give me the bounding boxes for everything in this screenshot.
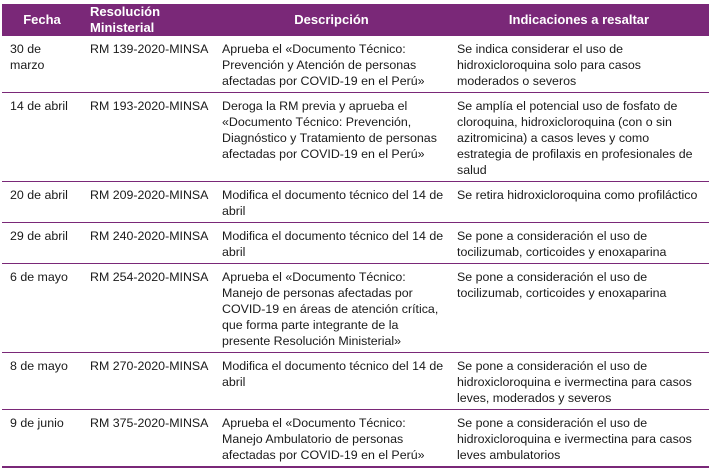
cell-fecha: 29 de abril: [2, 223, 82, 264]
table-row: [2, 410, 709, 468]
cell-descripcion: Deroga la RM previa y aprueba el «Documento Técnico: Prevención, Diagnóstico y Tratamiento de personas afectadas por COVID-19 en el Perú»: [214, 93, 449, 182]
header-resolucion: Resolución Ministerial: [82, 4, 214, 36]
cell-indicaciones: Se pone a consideración el uso de hidroxicloroquina e ivermectina para casos leves, moderados y severos: [449, 353, 709, 410]
cell-indicaciones: Se pone a consideración el uso de tocilizumab, corticoides y enoxaparina: [449, 223, 709, 264]
cell-rm: RM 240-2020-MINSA: [82, 223, 214, 264]
cell-indicaciones: Se pone a consideración el uso de tocilizumab, corticoides y enoxaparina: [449, 264, 709, 353]
cell-rm: RM 254-2020-MINSA: [82, 264, 214, 353]
cell-indicaciones: Se indica considerar el uso de hidroxicloroquina solo para casos moderados o severos: [449, 36, 709, 93]
cell-descripcion: Modifica el documento técnico del 14 de abril: [214, 353, 449, 410]
cell-indicaciones: Se amplía el potencial uso de fosfato de cloroquina, hidroxicloroquina (con o sin azitromicina) a casos leves y como estrategia de profilaxis en profesionales de salud: [449, 93, 709, 182]
cell-descripcion: Aprueba el «Documento Técnico: Manejo Ambulatorio de personas afectadas por COVID-19 en el Perú»: [214, 410, 449, 468]
cell-fecha: 20 de abril: [2, 182, 82, 223]
cell-fecha: 14 de abril: [2, 93, 82, 182]
table-header-row: [2, 4, 709, 36]
table-row: [2, 93, 709, 182]
table-row: [2, 182, 709, 223]
cell-descripcion: Modifica el documento técnico del 14 de abril: [214, 223, 449, 264]
header-fecha: Fecha: [2, 4, 82, 36]
header-descripcion: Descripción: [214, 4, 449, 36]
table-row: [2, 36, 709, 93]
cell-indicaciones: Se retira hidroxicloroquina como profiláctico: [449, 182, 709, 223]
resolutions-table: [2, 4, 709, 468]
cell-rm: RM 193-2020-MINSA: [82, 93, 214, 182]
cell-indicaciones: Se pone a consideración el uso de hidroxicloroquina e ivermectina para casos leves ambulatorios: [449, 410, 709, 468]
cell-rm: RM 139-2020-MINSA: [82, 36, 214, 93]
cell-descripcion: Modifica el documento técnico del 14 de abril: [214, 182, 449, 223]
cell-rm: RM 375-2020-MINSA: [82, 410, 214, 468]
cell-descripcion: Aprueba el «Documento Técnico: Prevención y Atención de personas afectadas por COVID-19 en el Perú»: [214, 36, 449, 93]
resolutions-table-container: [2, 4, 709, 468]
cell-rm: RM 270-2020-MINSA: [82, 353, 214, 410]
cell-descripcion: Aprueba el «Documento Técnico: Manejo de personas afectadas por COVID-19 en áreas de atención crítica, que forma parte integrante de la presente Resolución Ministerial»: [214, 264, 449, 353]
header-indicaciones: Indicaciones a resaltar: [449, 4, 709, 36]
cell-fecha: 30 de marzo: [2, 36, 82, 93]
cell-fecha: 8 de mayo: [2, 353, 82, 410]
cell-rm: RM 209-2020-MINSA: [82, 182, 214, 223]
cell-fecha: 9 de junio: [2, 410, 82, 468]
table-row: [2, 264, 709, 353]
cell-fecha: 6 de mayo: [2, 264, 82, 353]
table-row: [2, 223, 709, 264]
table-row: [2, 353, 709, 410]
